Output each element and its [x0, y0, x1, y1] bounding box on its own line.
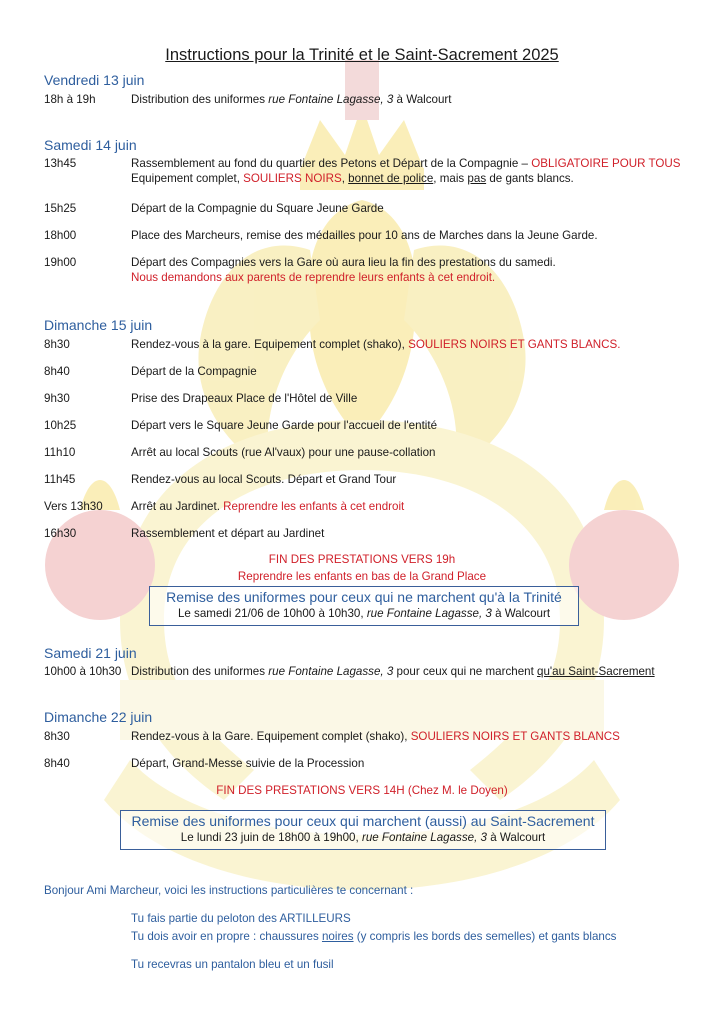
end-notice-sunday-15: FIN DES PRESTATIONS VERS 19h [268, 553, 456, 566]
row-time: 11h45 [44, 473, 76, 486]
row-desc: Départ des Compagnies vers la Gare où aura lieu la fin des prestations du samedi. Nous demandons aux parents de reprendre leurs enfants à cet endroit. [131, 256, 556, 284]
row-desc: Arrêt au Jardinet. Reprendre les enfants à cet endroit [131, 500, 405, 513]
row-time: 8h30 [44, 338, 70, 351]
row-time: 15h25 [44, 202, 77, 215]
row-desc: Départ de la Compagnie [131, 365, 257, 378]
instruction-line: Tu dois avoir en propre : chaussures noires (y compris les bords des semelles) et gants blancs [131, 930, 617, 943]
row-time: 9h30 [44, 392, 70, 405]
end-notice-sunday-22: FIN DES PRESTATIONS VERS 14H (Chez M. le Doyen) [216, 784, 508, 797]
row-desc: Arrêt au local Scouts (rue Al'vaux) pour une pause-collation [131, 446, 436, 459]
row-time: 16h30 [44, 527, 77, 540]
day-heading-saturday-14: Samedi 14 juin [44, 137, 137, 153]
row-desc: Rendez-vous à la Gare. Equipement complet (shako), SOULIERS NOIRS ET GANTS BLANCS [131, 730, 620, 743]
pickup-notice-sunday-15: Reprendre les enfants en bas de la Grand Place [237, 570, 487, 583]
row-desc: Rassemblement et départ au Jardinet [131, 527, 325, 540]
greeting: Bonjour Ami Marcheur, voici les instructions particulières te concernant : [44, 884, 414, 897]
row-desc: Place des Marcheurs, remise des médailles pour 10 ans de Marches dans la Jeune Garde. [131, 229, 598, 242]
row-time: Vers 13h30 [44, 500, 103, 513]
instruction-line: Tu recevras un pantalon bleu et un fusil [131, 958, 334, 971]
row-desc: Départ, Grand-Messe suivie de la Procession [131, 757, 365, 770]
row-desc: Rendez-vous à la gare. Equipement complet (shako), SOULIERS NOIRS ET GANTS BLANCS. [131, 338, 621, 351]
row-time: 8h40 [44, 365, 70, 378]
row-time: 10h25 [44, 419, 77, 432]
day-heading-saturday-21: Samedi 21 juin [44, 645, 137, 661]
row-time: 19h00 [44, 256, 77, 269]
row-time: 8h40 [44, 757, 70, 770]
box-detail: Le samedi 21/06 de 10h00 à 10h30, rue Fontaine Lagasse, 3 à Walcourt [177, 607, 551, 620]
row-time: 8h30 [44, 730, 70, 743]
instruction-line: Tu fais partie du peloton des ARTILLEURS [131, 912, 351, 925]
row-time: 18h à 19h [44, 93, 96, 106]
day-heading-sunday-22: Dimanche 22 juin [44, 709, 153, 725]
uniform-return-box-trinite [149, 586, 579, 626]
page-title: Instructions pour la Trinité et le Saint-Sacrement 2025 [165, 46, 559, 64]
row-desc: Départ vers le Square Jeune Garde pour l'accueil de l'entité [131, 419, 438, 432]
box-detail: Le lundi 23 juin de 18h00 à 19h00, rue Fontaine Lagasse, 3 à Walcourt [180, 831, 546, 844]
row-desc: Distribution des uniformes rue Fontaine Lagasse, 3 pour ceux qui ne marchent qu'au Saint-Sacrement [131, 665, 655, 678]
row-desc: Distribution des uniformes rue Fontaine Lagasse, 3 à Walcourt [131, 93, 452, 106]
row-time: 11h10 [44, 446, 76, 459]
row-desc: Rendez-vous au local Scouts. Départ et Grand Tour [131, 473, 397, 486]
uniform-return-box-saint-sacrement [120, 810, 606, 850]
row-time: 10h00 à 10h30 [44, 665, 122, 678]
day-heading-sunday-15: Dimanche 15 juin [44, 317, 153, 333]
row-time: 18h00 [44, 229, 77, 242]
box-title: Remise des uniformes pour ceux qui ne marchent qu'à la Trinité [166, 589, 562, 605]
row-desc: Prise des Drapeaux Place de l'Hôtel de Ville [131, 392, 358, 405]
box-title: Remise des uniformes pour ceux qui marchent (aussi) au Saint-Sacrement [131, 813, 595, 829]
row-desc: Rassemblement au fond du quartier des Petons et Départ de la Compagnie – OBLIGATOIRE POUR TOUS Equipement complet, SOULIERS NOIRS, bonnet de police, mais pas de gants blancs. [131, 157, 681, 185]
row-time: 13h45 [44, 157, 77, 170]
row-desc: Départ de la Compagnie du Square Jeune Garde [131, 202, 384, 215]
day-heading-friday-13: Vendredi 13 juin [44, 72, 145, 88]
